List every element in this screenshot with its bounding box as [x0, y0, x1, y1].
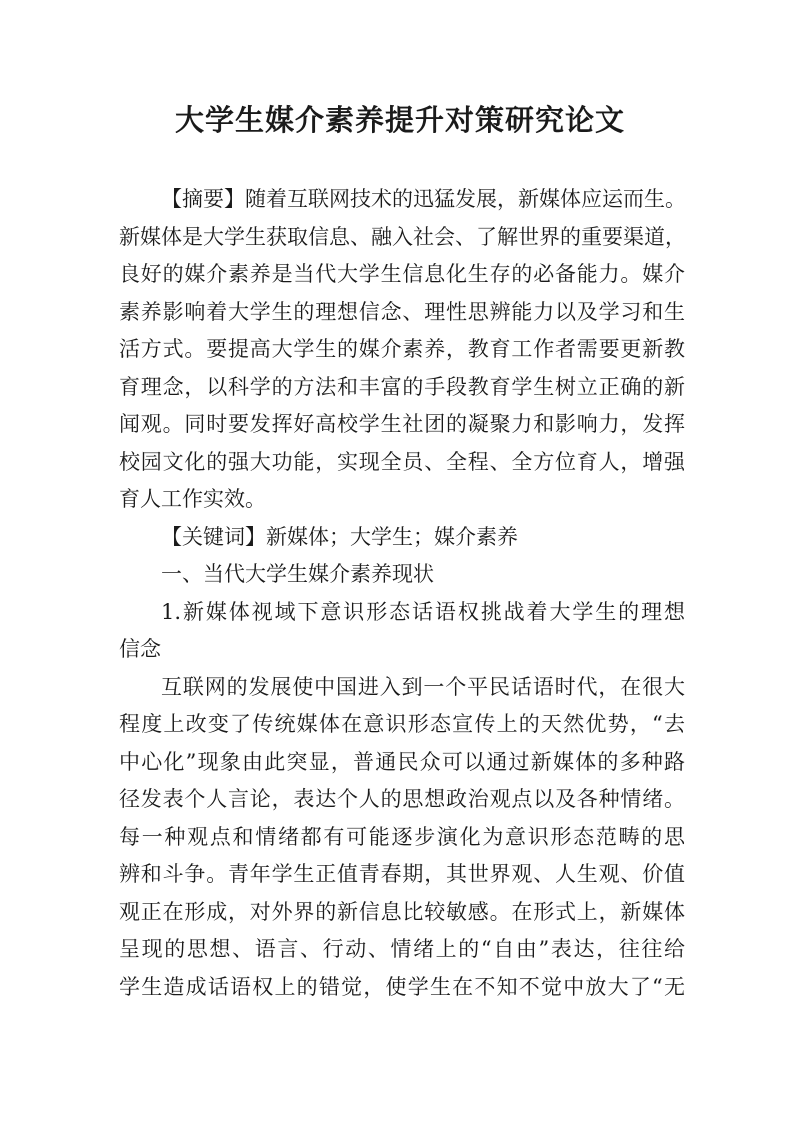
abstract-line: 育人工作实效。 — [119, 487, 266, 511]
document-body — [119, 181, 685, 1006]
keywords-line: 【关键词】新媒体；大学生；媒介素养 — [161, 524, 518, 549]
paragraph-line: 中心化”现象由此突显，普通民众可以通过新媒体的多种路 — [119, 749, 685, 774]
paragraph-line: 每一种观点和情绪都有可能逐步演化为意识形态范畴的思 — [119, 824, 685, 849]
abstract-line: 【摘要】随着互联网技术的迅猛发展，新媒体应运而生。 — [161, 187, 686, 211]
paragraph-line: 辨和斗争。青年学生正值青春期，其世界观、人生观、价值 — [119, 862, 685, 886]
abstract-line: 良好的媒介素养是当代大学生信息化生存的必备能力。媒介 — [119, 262, 685, 286]
abstract-line: 育理念，以科学的方法和丰富的手段教育学生树立正确的新 — [119, 374, 685, 399]
abstract-line: 素养影响着大学生的理想信念、理性思辨能力以及学习和生 — [119, 299, 685, 324]
abstract-line: 新媒体是大学生获取信息、融入社会、了解世界的重要渠道， — [119, 224, 686, 249]
paragraph-line: 径发表个人言论，表达个人的思想政治观点以及各种情绪。 — [119, 787, 685, 811]
document-title: 大学生媒介素养提升对策研究论文 — [174, 103, 625, 137]
paragraph-line: 观正在形成，对外界的新信息比较敏感。在形式上，新媒体 — [119, 899, 685, 924]
abstract-line: 闻观。同时要发挥好高校学生社团的凝聚力和影响力，发挥 — [119, 412, 685, 436]
subsection-heading-line: 信念 — [119, 637, 161, 661]
paragraph-line: 程度上改变了传统媒体在意识形态宣传上的天然优势，“去 — [119, 712, 685, 736]
paragraph-line: 互联网的发展使中国进入到一个平民话语时代，在很大 — [161, 674, 685, 699]
abstract-line: 活方式。要提高大学生的媒介素养，教育工作者需要更新教 — [119, 337, 685, 361]
paragraph-line: 学生造成话语权上的错觉，使学生在不知不觉中放大了“无 — [119, 974, 685, 999]
paragraph-line: 呈现的思想、语言、行动、情绪上的“自由”表达，往往给 — [119, 937, 685, 961]
abstract-line: 校园文化的强大功能，实现全员、全程、全方位育人，增强 — [119, 449, 685, 474]
section-heading: 一、当代大学生媒介素养现状 — [161, 562, 434, 586]
subsection-heading-line: 1.新媒体视域下意识形态话语权挑战着大学生的理想 — [161, 599, 685, 624]
